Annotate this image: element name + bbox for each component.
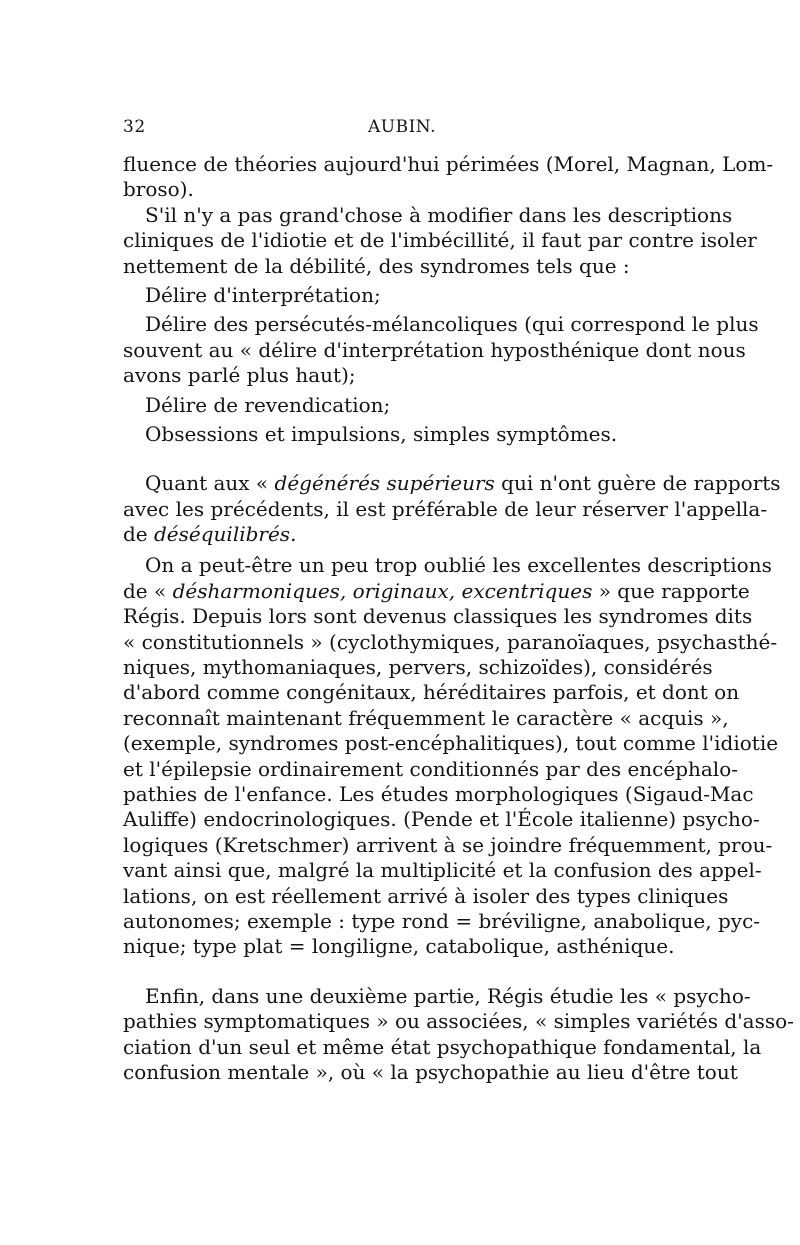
text-line: autonomes; exemple : type rond = bréviligne, anabolique, pyc- xyxy=(123,908,761,933)
paragraph xyxy=(123,553,779,959)
text-line: S'il n'y a pas grand'chose à modifier dans les descriptions xyxy=(145,202,733,227)
running-head: AUBIN. xyxy=(367,117,436,137)
paragraph xyxy=(123,393,681,418)
text-line: Obsessions et impulsions, simples symptômes. xyxy=(145,421,618,446)
paragraph xyxy=(123,152,774,203)
text-line: lations, on est réellement arrivé à isoler des types cliniques xyxy=(123,883,729,908)
text-line: broso). xyxy=(123,177,194,202)
paragraph xyxy=(123,471,781,547)
text-line: fluence de théories aujourd'hui périmées (Morel, Magnan, Lom- xyxy=(123,152,774,176)
page-body xyxy=(123,152,794,1085)
paragraph xyxy=(123,422,681,447)
italic-term: dégénérés supérieurs xyxy=(274,471,495,496)
text-line: souvent au « délire d'interprétation hyposthénique dont nous xyxy=(123,337,746,362)
text-line: nique; type plat = longiligne, catabolique, asthénique. xyxy=(123,934,675,959)
text-line: de déséquilibrés. xyxy=(123,522,297,547)
text-line: reconnaît maintenant fréquemment le caractère « acquis », xyxy=(123,705,729,730)
text-line: avec les précédents, il est préférable de leur réserver l'appella- xyxy=(123,496,768,521)
text-line: avons parlé plus haut); xyxy=(123,363,356,388)
page-number: 32 xyxy=(123,117,146,137)
paragraph xyxy=(123,983,794,1086)
text-line: logiques (Kretschmer) arrivent à se joindre fréquemment, prou- xyxy=(123,832,773,857)
text-line: pathies symptomatiques » ou associées, « simples variétés d'asso- xyxy=(123,1009,794,1034)
paragraph xyxy=(123,202,757,279)
text-line: nettement de la débilité, des syndromes tels que : xyxy=(123,253,630,278)
text-line: Régis. Depuis lors sont devenus classiques les syndromes dits xyxy=(123,604,753,629)
text-line: « constitutionnels » (cyclothymiques, paranoïaques, psychasthé- xyxy=(123,629,778,654)
text-line: confusion mentale », où « la psychopathie au lieu d'être tout xyxy=(123,1059,738,1084)
text-line: Délire d'interprétation; xyxy=(145,282,381,307)
text-line: Enfin, dans une deuxième partie, Régis étudie les « psycho- xyxy=(145,983,751,1008)
text-line: vant ainsi que, malgré la multiplicité et la confusion des appel- xyxy=(123,858,762,883)
paragraph xyxy=(123,283,681,308)
italic-term: déséquilibrés. xyxy=(154,522,297,547)
text-line: On a peut-être un peu trop oublié les excellentes descriptions xyxy=(145,553,772,578)
text-line: d'abord comme congénitaux, héréditaires parfois, et dont on xyxy=(123,680,740,705)
text-line: niques, mythomaniaques, pervers, schizoïdes), considérés xyxy=(123,655,713,680)
text-line: Délire de revendication; xyxy=(145,392,391,417)
text-line: et l'épilepsie ordinairement conditionnés par des encéphalo- xyxy=(123,756,738,781)
page-header xyxy=(123,117,681,147)
text-line: cliniques de l'idiotie et de l'imbécillité, il faut par contre isoler xyxy=(123,228,757,253)
text-line: Délire des persécutés-mélancoliques (qui correspond le plus xyxy=(145,312,759,337)
text-line: Quant aux « dégénérés supérieurs qui n'ont guère de rapports xyxy=(145,471,781,496)
text-line: ciation d'un seul et même état psychopathique fondamental, la xyxy=(123,1034,762,1059)
text-line: Auliffe) endocrinologiques. (Pende et l'École italienne) psycho- xyxy=(123,807,760,832)
text-line: de « désharmoniques, originaux, excentriques » que rapporte xyxy=(123,578,750,603)
text-line: (exemple, syndromes post-encéphalitiques), tout comme l'idiotie xyxy=(123,731,779,756)
paragraph xyxy=(123,312,759,388)
text-line: pathies de l'enfance. Les études morphologiques (Sigaud-Mac xyxy=(123,781,754,806)
italic-term: désharmoniques, originaux, excentriques xyxy=(172,578,593,603)
